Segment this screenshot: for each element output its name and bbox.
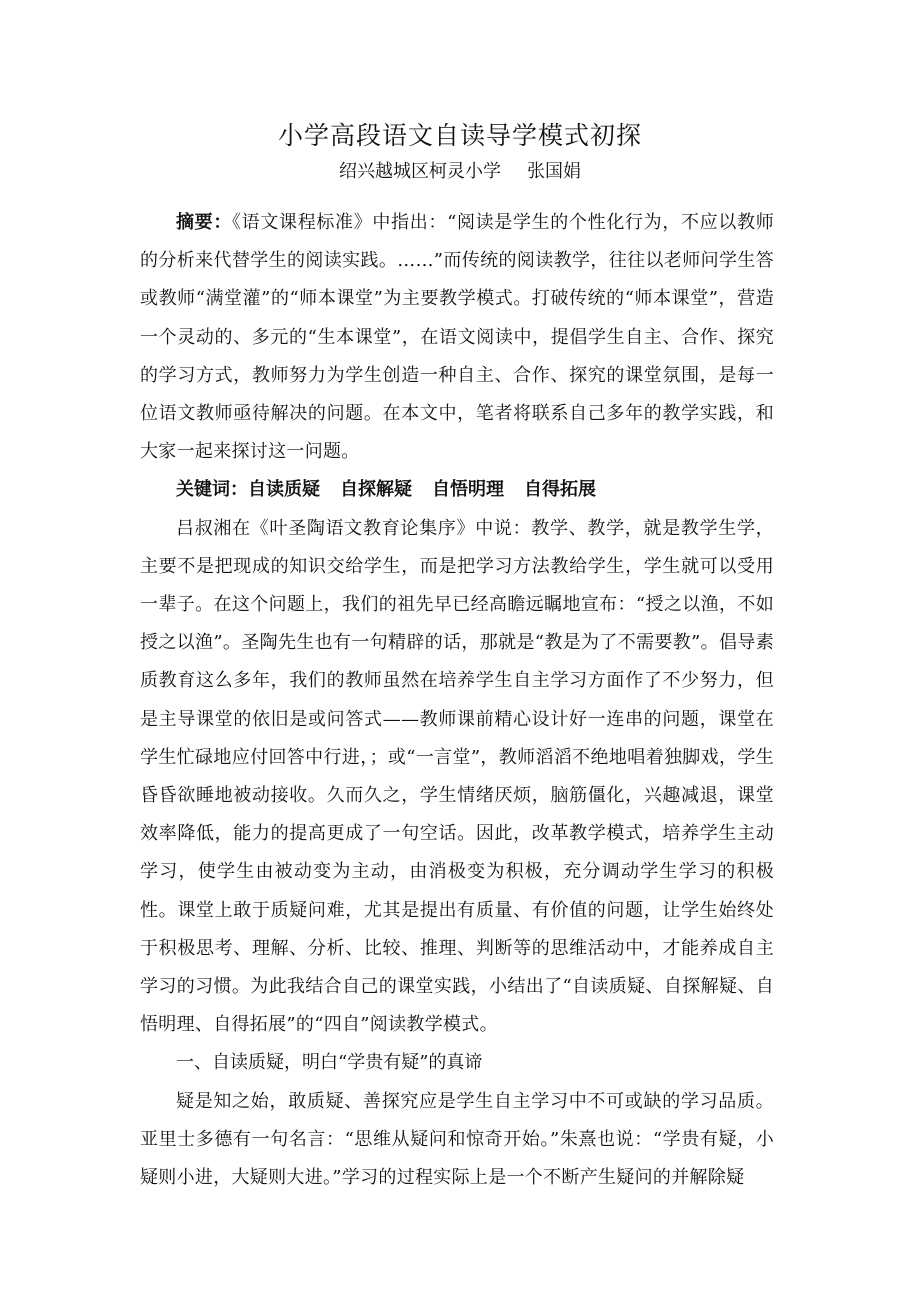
keywords-label: 关键词：: [176, 479, 248, 501]
document-body: [140, 204, 774, 1197]
abstract-paragraph: [140, 204, 774, 471]
author-school: 绍兴越城区柯灵小学: [339, 161, 501, 182]
keyword-3: 自悟明理: [432, 479, 504, 501]
keyword-4: 自得拓展: [524, 479, 596, 501]
keywords-line: [140, 471, 774, 509]
keyword-1: 自读质疑: [248, 479, 320, 501]
abstract-label: 摘要：: [176, 212, 233, 233]
author-line: [0, 157, 920, 187]
author-name: 张国娟: [527, 161, 581, 182]
abstract-text: 《语文课程标准》中指出：“阅读是学生的个性化行为，不应以教师的分析来代替学生的阅读实践。……”而传统的阅读教学，往往以老师问学生答或教师“满堂灌”的“师本课堂”为主要教学模式。打破传统的“师本课堂”，营造一个灵动的、多元的“生本课堂”，在语文阅读中，提倡学生自主、合作、探究的学习方式，教师努力为学生创造一种自主、合作、探究的课堂氛围，是每一位语文教师亟待解决的问题。在本文中，笔者将联系自己多年的教学实践，和大家一起来探讨这一问题。: [140, 212, 774, 463]
section-heading-1: 一、自读质疑，明白“学贵有疑”的真谛: [176, 1052, 483, 1074]
body-paragraph-1: 吕叔湘在《叶圣陶语文教育论集序》中说：教学、教学，就是教学生学，主要不是把现成的知识交给学生，而是把学习方法教给学生，学生就可以受用一辈子。在这个问题上，我们的祖先早已经高瞻远瞩地宣布：“授之以渔，不如授之以渔”。圣陶先生也有一句精辟的话，那就是“教是为了不需要教”。倡导素质教育这么多年，我们的教师虽然在培养学生自主学习方面作了不少努力，但是主导课堂的依旧是或问答式——教师课前精心设计好一连串的问题，课堂在学生忙碌地应付回答中行进，；或“一言堂”，教师滔滔不绝地唱着独脚戏，学生昏昏欲睡地被动接收。久而久之，学生情绪厌烦，脑筋僵化，兴趣减退，课堂效率降低，能力的提高更成了一句空话。因此，改革教学模式，培养学生主动学习，使学生由被动变为主动，由消极变为积极，充分调动学生学习的积极性。课堂上敢于质疑问难，尤其是提出有质量、有价值的问题，让学生始终处于积极思考、理解、分析、比较、推理、判断等的思维活动中，才能养成自主学习的习惯。为此我结合自己的课堂实践，小结出了“自读质疑、自探解疑、自悟明理、自得拓展”的“四自”阅读教学模式。: [140, 517, 774, 1036]
keyword-2: 自探解疑: [340, 479, 412, 501]
body-paragraph-2: 疑是知之始，敢质疑、善探究应是学生自主学习中不可或缺的学习品质。亚里士多德有一句名言：“思维从疑问和惊奇开始。”朱熹也说：“学贵有疑，小疑则小进，大疑则大进。”学习的过程实际上是一个不断产生疑问的并解除疑: [140, 1090, 774, 1189]
document-title: 小学高段语文自读导学模式初探: [277, 121, 642, 150]
